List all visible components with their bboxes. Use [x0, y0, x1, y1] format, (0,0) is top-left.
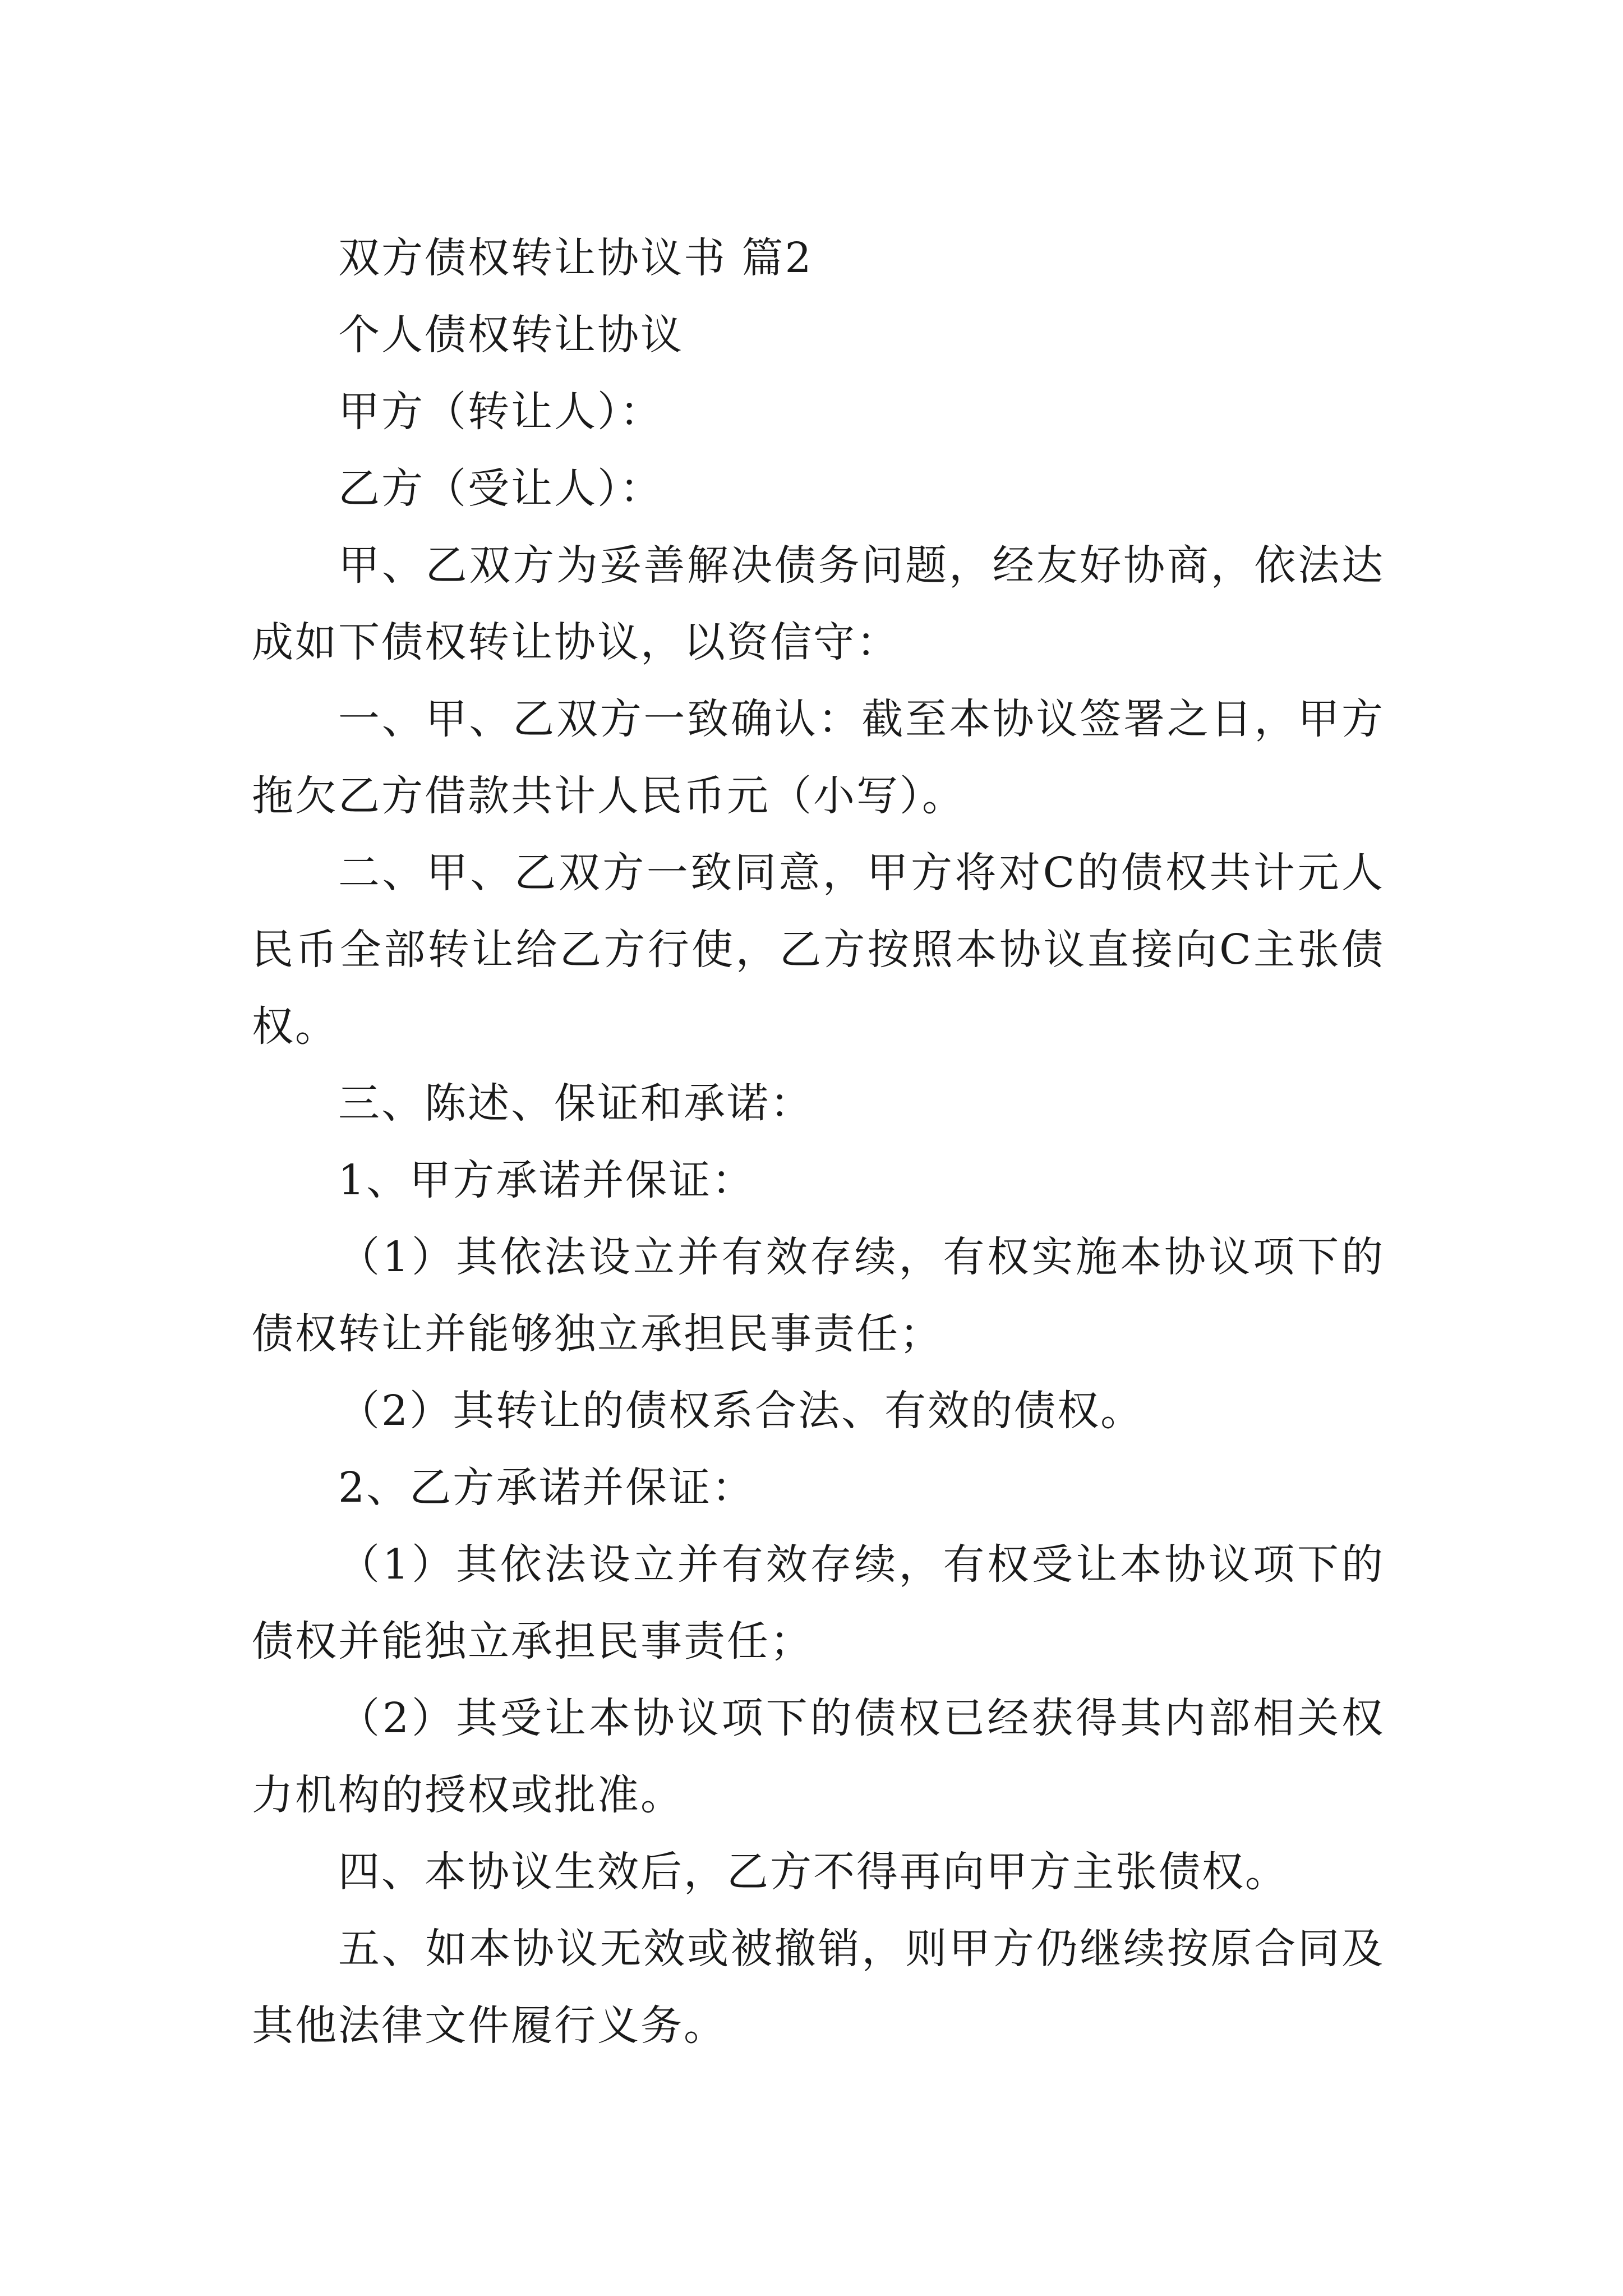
document-title: 个人债权转让协议: [338, 311, 684, 359]
clause-3-1-heading: 1、甲方承诺并保证：: [338, 1156, 755, 1204]
clause-5: 五、如本协议无效或被撤销，则甲方仍继续按原合同及其他法律文件履行义务。: [252, 1925, 1385, 2050]
clause-3-heading: 三、陈述、保证和承诺：: [338, 1079, 813, 1128]
clause-3-2-item-1: （1）其依法设立并有效存续，有权受让本协议项下的债权并能独立承担民事责任；: [252, 1540, 1385, 1665]
clause-3-2-heading: 2、乙方承诺并保证：: [338, 1464, 755, 1512]
clause-2: 二、甲、乙双方一致同意，甲方将对C的债权共计元人民币全部转让给乙方行使，乙方按照本协议直接向C主张债权。: [252, 849, 1385, 1051]
party-a-line: 甲方（转让人）：: [338, 388, 663, 436]
document-body: [252, 220, 1385, 2064]
clause-3-1-item-1: （1）其依法设立并有效存续，有权实施本协议项下的债权转让并能够独立承担民事责任；: [252, 1233, 1385, 1358]
clause-4: 四、本协议生效后，乙方不得再向甲方主张债权。: [338, 1848, 1288, 1896]
party-b-line: 乙方（受让人）：: [338, 464, 663, 513]
clause-3-2-item-2: （2）其受让本协议项下的债权已经获得其内部相关权力机构的授权或批准。: [252, 1694, 1385, 1819]
clause-3-1-item-2: （2）其转让的债权系合法、有效的债权。: [338, 1387, 1144, 1435]
intro-paragraph: 甲、乙双方为妥善解决债务问题，经友好协商，依法达成如下债权转让协议，以资信守：: [252, 541, 1385, 666]
document-heading: 双方债权转让协议书 篇2: [338, 234, 813, 282]
clause-1: 一、甲、乙双方一致确认：截至本协议签署之日，甲方拖欠乙方借款共计人民币元（小写）。: [252, 695, 1385, 820]
